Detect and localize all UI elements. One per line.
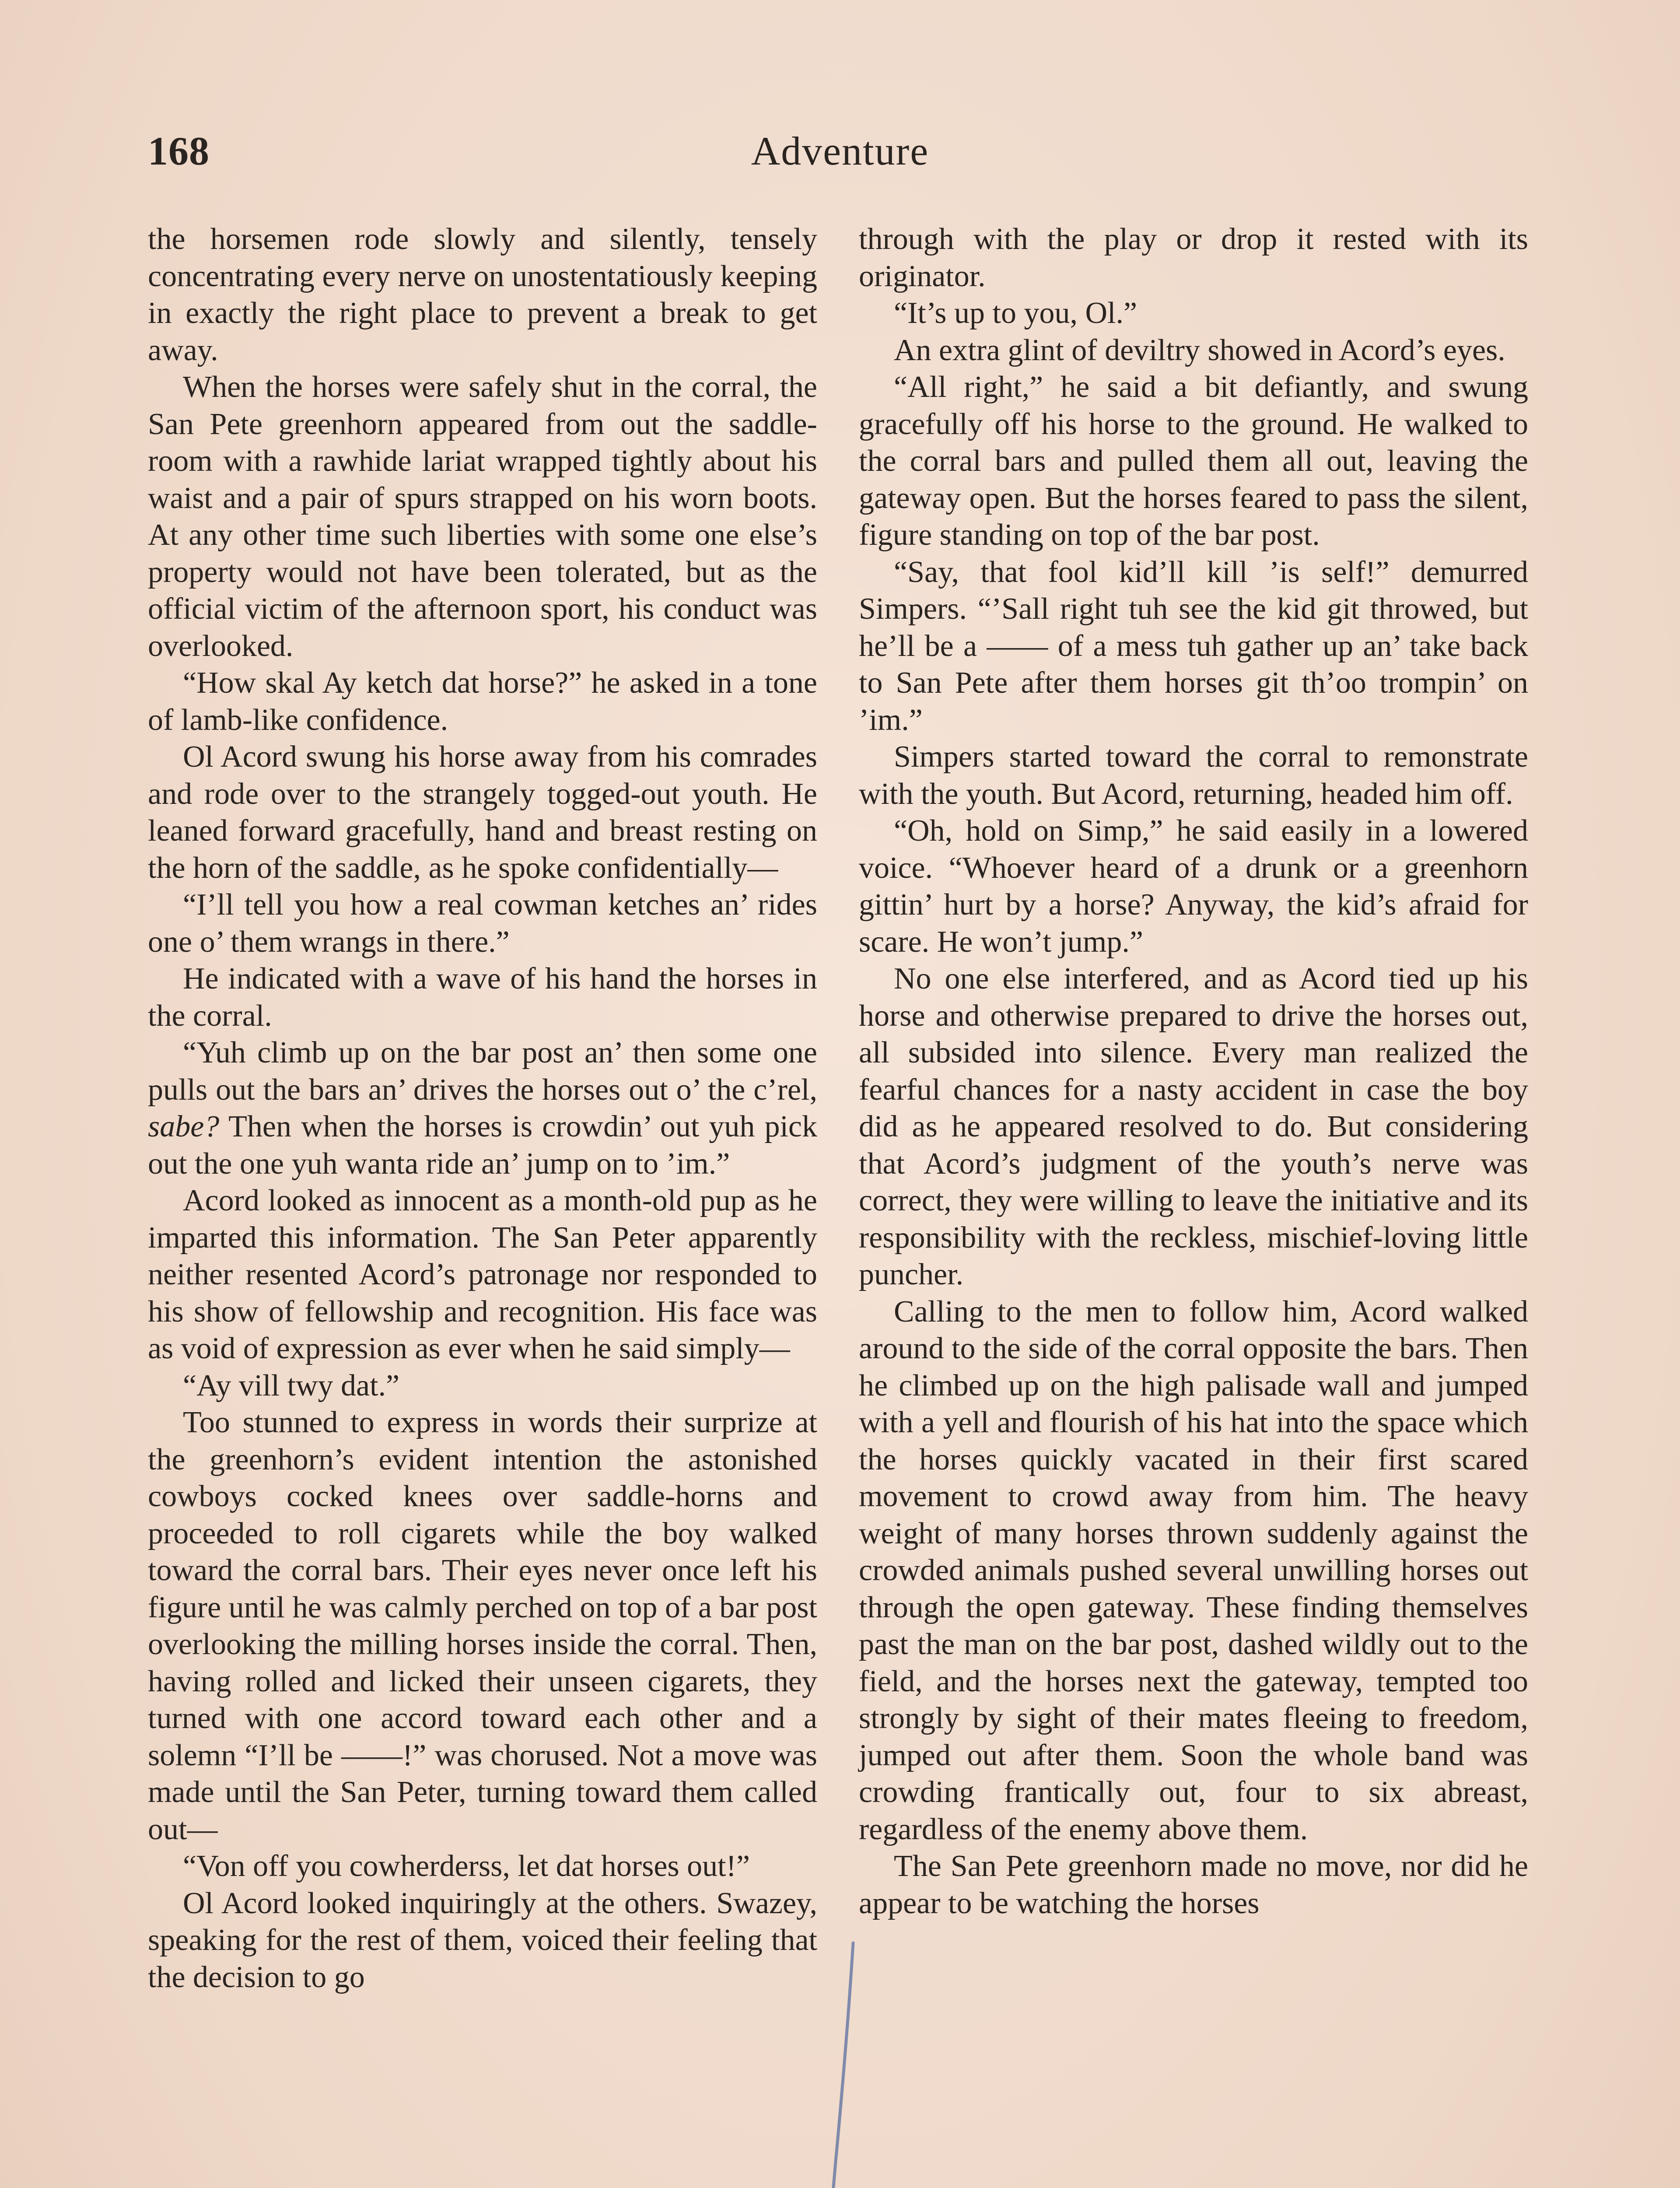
paragraph: An extra glint of deviltry showed in Acord’s eyes. [894, 333, 1505, 367]
paragraph: “Von off you cowherderss, let dat horses out!” [183, 1849, 750, 1883]
paragraph: Ol Acord looked inquiringly at the others. Swazey, speaking for the rest of them, voiced their feeling that the decision to go [148, 1886, 817, 1994]
paragraph: No one else interfered, and as Acord tied up his horse and otherwise prepared to drive the horses out, all subsided into silence. Every man realized the fearful chances for a nasty accident in case the boy did as he appeared resolved to do. But considering that Acord’s judgment of the youth’s nerve was correct, they were willing to leave the initiative and its responsibility with the reckless, mischief-loving little puncher. [859, 962, 1528, 1291]
paragraph: He indicated with a wave of his hand the horses in the corral. [148, 962, 817, 1033]
paragraph: Calling to the men to follow him, Acord walked around to the side of the corral opposite the bars. Then he climbed up on the high palisade wall and jumped with a yell and flourish of his hat into the space which the horses quickly vacated in their first scared movement to crowd away from him. The heavy weight of many horses thrown suddenly against the crowded animals pushed several unwilling horses out through the open gateway. These finding themselves past the man on the bar post, dashed wildly out to the field, and the horses next the gateway, tempted too strongly by sight of their mates fleeing to freedom, jumped out after them. Soon the whole band was crowding frantically out, four to six abreast, regardless of the enemy above them. [859, 1294, 1528, 1846]
right-column [859, 221, 1528, 1922]
paragraph: Too stunned to express in words their surprize at the greenhorn’s evident intention the astonished cowboys cocked knees over saddle-horns and proceeded to roll cigarets while the boy walked toward the corral bars. Their eyes never once left his figure until he was calmly perched on top of a bar post overlooking the milling horses inside the corral. Then, having rolled and licked their unseen cigarets, they turned with one accord toward each other and a solemn “I’ll be ——!” was chorused. Not a move was made until the San Peter, turning toward them called out— [148, 1406, 817, 1846]
paragraph: “Ay vill twy dat.” [183, 1368, 400, 1403]
left-column [148, 221, 817, 1996]
paragraph: Simpers started toward the corral to remonstrate with the youth. But Acord, returning, headed him off. [859, 740, 1528, 811]
paragraph: “Yuh climb up on the bar post an’ then some one pulls out the bars an’ drives the horses out o’ the c’rel, sabe? Then when the horses is crowdin’ out yuh pick out the one yuh wanta ride an’ jump on to ’im.” [148, 1036, 817, 1181]
paragraph: the horsemen rode slowly and silently, tensely concentrating every nerve on unostentatiously keeping in exactly the right place to prevent a break to get away. [148, 222, 817, 367]
running-title: Adventure [751, 129, 929, 173]
paragraph: When the horses were safely shut in the corral, the San Pete greenhorn appeared from out the saddle-room with a rawhide lariat wrapped tightly about his waist and a pair of spurs strapped on his worn boots. At any other time such liberties with some one else’s property would not have been tolerated, but as the official victim of the afternoon sport, his conduct was overlooked. [148, 370, 817, 663]
page-number: 168 [148, 129, 210, 173]
paragraph: “I’ll tell you how a real cowman ketches an’ rides one o’ them wrangs in there.” [148, 888, 817, 959]
paragraph: “Say, that fool kid’ll kill ’is self!” demurred Simpers. “’Sall right tuh see the kid git throwed, but he’ll be a —— of a mess tuh gather up an’ take back to San Pete after them horses git th’oo trompin’ on ’im.” [859, 555, 1528, 737]
paragraph: “How skal Ay ketch dat horse?” he asked in a tone of lamb-like confidence. [148, 666, 817, 737]
paragraph: through with the play or drop it rested with its originator. [859, 222, 1528, 293]
paragraph: “All right,” he said a bit defiantly, and swung gracefully off his horse to the ground. He walked to the corral bars and pulled them all out, leaving the gateway open. But the horses feared to pass the silent, figure standing on top of the bar post. [859, 370, 1528, 552]
paragraph: “Oh, hold on Simp,” he said easily in a lowered voice. “Whoever heard of a drunk or a greenhorn gittin’ hurt by a horse? Anyway, the kid’s afraid for scare. He won’t jump.” [859, 814, 1528, 959]
paragraph: Ol Acord swung his horse away from his comrades and rode over to the strangely togged-out youth. He leaned forward gracefully, hand and breast resting on the horn of the saddle, as he spoke confidentially— [148, 740, 817, 885]
paragraph: The San Pete greenhorn made no move, nor did he appear to be watching the horses [859, 1849, 1528, 1920]
paragraph: “It’s up to you, Ol.” [894, 296, 1138, 330]
paragraph: Acord looked as innocent as a month-old pup as he imparted this information. The San Peter apparently neither resented Acord’s patronage nor responded to his show of fellowship and recognition. His face was as void of expression as ever when he said simply— [148, 1184, 817, 1365]
